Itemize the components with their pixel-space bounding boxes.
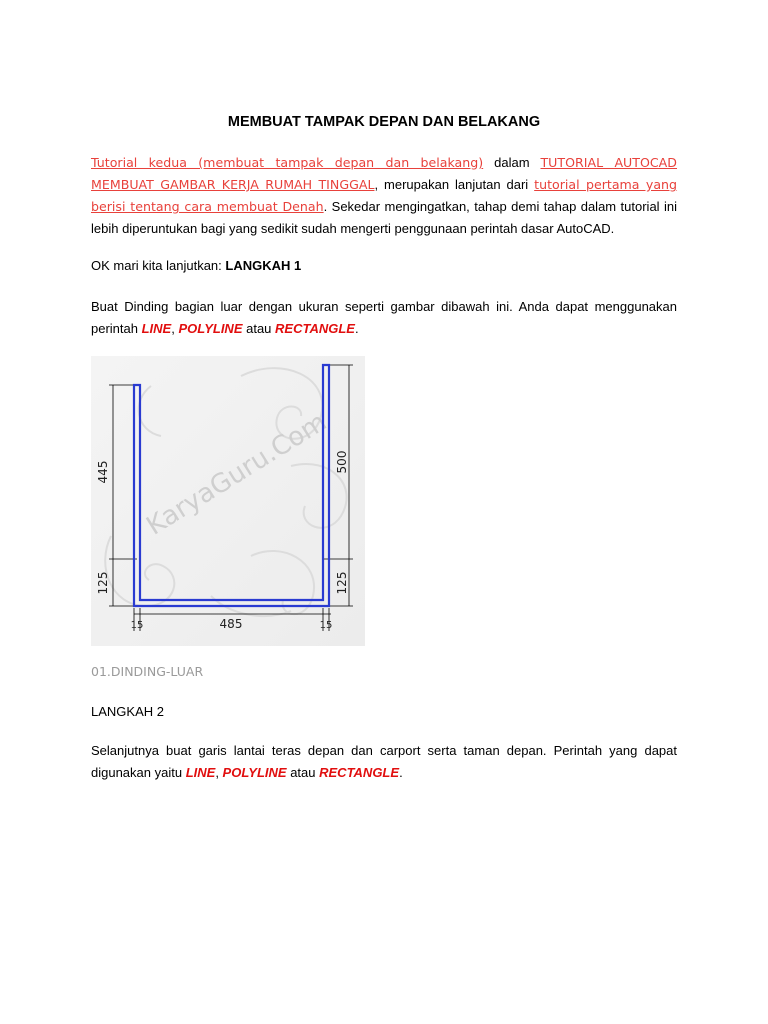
keyword-rectangle: RECTANGLE (275, 321, 355, 336)
page-title: MEMBUAT TAMPAK DEPAN DAN BELAKANG (227, 114, 541, 130)
step2-paragraph (91, 701, 677, 723)
step1-label: LANGKAH 1 (225, 258, 302, 273)
sep: . (399, 765, 403, 780)
dim-right-upper: 500 (335, 450, 349, 474)
intro-text-1: dalam (483, 155, 541, 170)
sep: atau (286, 765, 320, 780)
intro-text-2: , merupakan lanjutan dari (374, 177, 535, 192)
dim-left-upper: 445 (96, 460, 110, 484)
step1-text: OK mari kita lanjutkan: (91, 258, 226, 273)
instruction-text: Buat Dinding bagian luar dengan ukuran seperti gambar dibawah ini. Anda dapat menggunakan perintah (91, 299, 677, 336)
keyword-line: LINE (141, 321, 172, 336)
link-tutorial-autocad[interactable]: TUTORIAL AUTOCAD MEMBUAT GAMBAR KERJA RUMAH TINGGAL (91, 155, 677, 192)
sep: atau (242, 321, 276, 336)
link-tutorial-kedua[interactable]: Tutorial kedua (membuat tampak depan dan belakang) (91, 155, 484, 170)
keyword-rectangle: RECTANGLE (319, 765, 400, 780)
figure-caption (91, 661, 677, 683)
intro-paragraph (91, 152, 677, 240)
keyword-polyline: POLYLINE (178, 321, 243, 336)
dim-right-lower: 125 (335, 571, 349, 595)
link-tutorial-pertama[interactable]: tutorial pertama yang berisi tentang cara membuat Denah (91, 177, 678, 214)
wall-drawing-figure (91, 356, 365, 646)
instruction2-paragraph (91, 740, 677, 784)
wall-drawing (91, 356, 365, 646)
dim-bottom: 485 (219, 617, 243, 631)
keyword-polyline: POLYLINE (222, 765, 287, 780)
watermark-text: KaryaGuru.Com (141, 406, 333, 542)
sep: . (354, 321, 359, 336)
step2-label: LANGKAH 2 (91, 704, 164, 719)
intro-text-3: . Sekedar mengingatkan, tahap demi tahap dalam tutorial ini lebih diperuntukan bagi yang sedikit sudah mengerti penggunaan perintah dasar AutoCAD. (91, 199, 677, 236)
sep: , (171, 321, 179, 336)
keyword-line: LINE (185, 765, 216, 780)
instruction2-text: Selanjutnya buat garis lantai teras depan dan carport serta taman depan. Perintah yang dapat digunakan yaitu (91, 743, 677, 780)
dim-bottom-right: 15 (319, 620, 333, 631)
caption-text: 01.DINDING-LUAR (91, 664, 204, 679)
sep: , (215, 765, 223, 780)
step1-paragraph (91, 255, 677, 277)
dim-bottom-left: 15 (130, 620, 144, 631)
dim-left-lower: 125 (96, 571, 110, 595)
instruction-paragraph (91, 296, 677, 340)
